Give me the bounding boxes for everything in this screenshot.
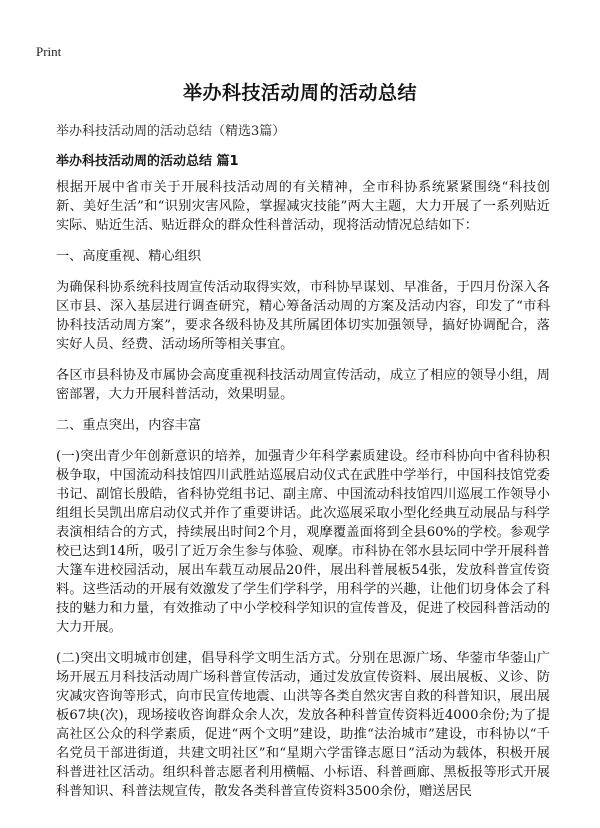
paragraph: 为确保科协系统科技周宣传活动取得实效，市科协早谋划、早准备，于四月份深入各区市县、深入基层进行调查研究，精心筹备活动周的方案及活动内容，印发了“市科协科技活动周方案”，要求各级科协及其所属团体切实加强领导，搞好协调配合，落实好人员、经费、活动场所等相关事宜。 [56, 280, 550, 352]
document-subtitle: 举办科技活动周的活动总结（精选3篇） [56, 124, 286, 139]
print-link[interactable]: Print [36, 44, 62, 59]
paragraph: (一)突出青少年创新意识的培养，加强青少年科学素质建设。经市科协向中省科协积极争取，中国流动科技馆四川武胜站巡展启动仪式在武胜中学举行，中国科技馆党委书记、副馆长殷皓，省科协党组书记、副主席、中国流动科技馆四川巡展工作领导小组组长吴凯出席启动仪式并作了重要讲话。此次巡展采取小型化经典互动展品与科学表演相结合的方式，持续展出时间2个月，观摩覆盖面将到全县60%的学校。参观学校已达到14所，吸引了近万余生参与体验、观摩。市科协在邻水县坛同中学开展科普大篷车进校园活动，展出车载互动展品20件，展出科普展板54张，发放科普宣传资料。这些活动的开展有效激发了学生们学科学，用科学的兴趣，让他们切身体会了科技的魅力和力量，有效推动了中小学校科学知识的宣传普及，促进了校园科普活动的大力开展。 [56, 449, 550, 635]
document-body [56, 178, 550, 813]
paragraph-intro: 根据开展中省市关于开展科技活动周的有关精神，全市科协系统紧紧围绕“科技创新、美好生活”和“识别灾害风险，掌握减灾技能”两大主题，大力开展了一系列贴近实际、贴近生活、贴近群众的群众性科普活动，现将活动情况总结如下： [56, 180, 550, 233]
paragraph: (二)突出文明城市创建，倡导科学文明生活方式。分别在思源广场、华蓥市华蓥山广场开展五月科技活动周广场科普宣传活动，通过发放宣传资料、展出展板、义诊、防灾减灾咨询等形式，向市民宣传地震、山洪等各类自然灾害自救的科普知识，展出展板67块(次)，现场接收咨询群众余人次，发放各种科普宣传资料近4000余份;为了提高社区公众的科学素质，促进“两个文明”建设，助推“法治城市”建设，市科协以“千名党员干部进街道，共建文明社区”和“星期六学雷锋志愿日”活动为载体，积极开展科普进社区活动。组织科普志愿者利用横幅、小标语、科普画廊、黑板报等形式开展科普知识、科普法规宣传，散发各类科普宣传资料3500余份，赠送居民 [56, 651, 550, 799]
page-title: 举办科技活动周的活动总结 [182, 82, 417, 104]
paragraph: 各区市县科协及市属协会高度重视科技活动周宣传活动，成立了相应的领导小组，周密部署，大力开展科普活动，效果明显。 [56, 368, 550, 402]
subheading-2: 二、重点突出，内容丰富 [56, 418, 202, 433]
subheading-1: 一、高度重视、精心组织 [56, 249, 202, 264]
section-heading: 举办科技活动周的活动总结 篇1 [56, 154, 239, 169]
